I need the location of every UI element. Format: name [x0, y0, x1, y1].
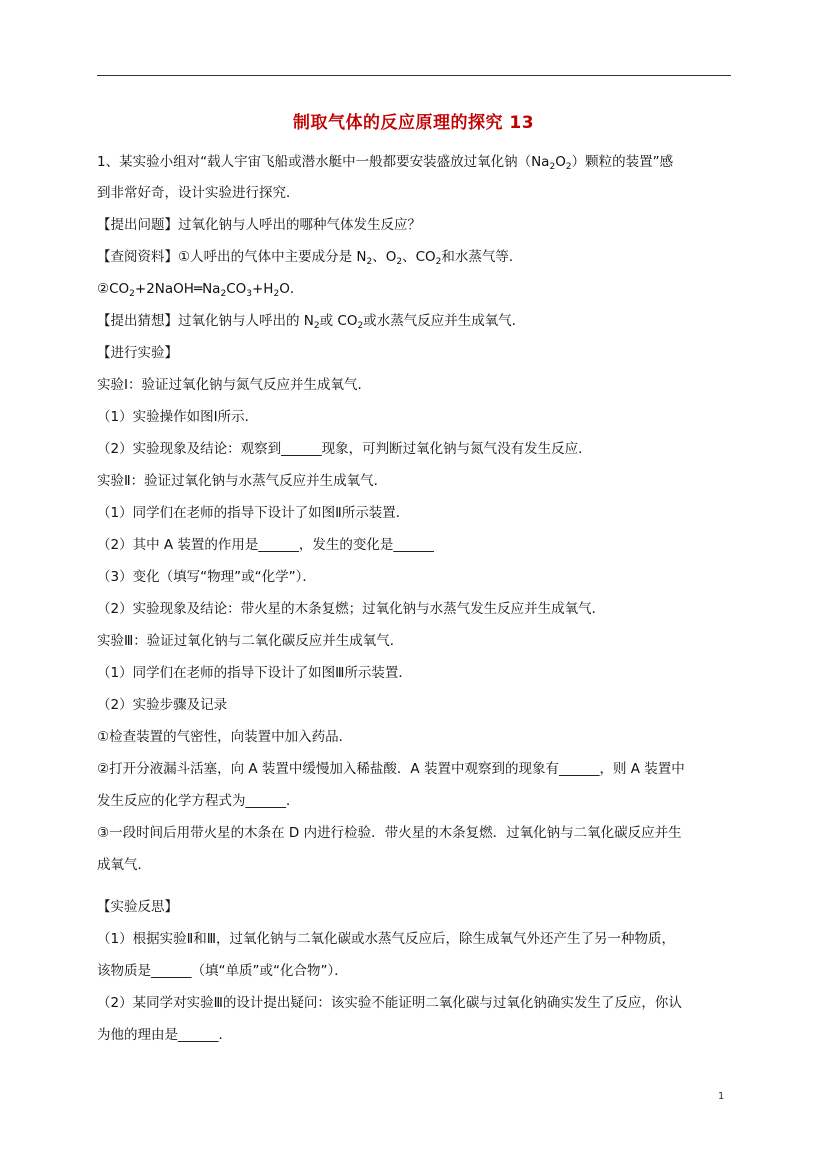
experiment-1-step-1: （1）实验操作如图Ⅰ所示． — [97, 409, 259, 425]
reflection-1-line2: 该物质是______（填“单质”或“化合物”）． — [97, 963, 348, 979]
page-title: 制取气体的反应原理的探究 13 — [292, 113, 535, 133]
experiment-header: 【进行实验】 — [97, 345, 178, 361]
reflection-2-line2: 为他的理由是______． — [97, 1027, 232, 1043]
experiment-2-step-1: （1）同学们在老师的指导下设计了如图Ⅱ所示装置． — [97, 505, 410, 521]
reflection-2-line1: （2）某同学对实验Ⅲ的设计提出疑问：该实验不能证明二氧化碳与过氧化钠确实发生了反应，你认 — [97, 995, 682, 1011]
reference-info-line2: $②CO_2+2NaOH═Na_2CO_3+H_2O$． — [97, 281, 304, 299]
experiment-1-step-2: （2）实验现象及结论：观察到______现象，可判断过氧化钠与氮气没有发生反应． — [97, 441, 592, 457]
page-number: 1 — [718, 1091, 725, 1102]
procedure-step-2-line1: ②打开分液漏斗活塞，向 A 装置中缓慢加入稀盐酸．A 装置中观察到的现象有______，则 A 装置中 — [97, 761, 685, 777]
reflection-header: 【实验反思】 — [97, 899, 178, 915]
experiment-3-title: 实验Ⅲ：验证过氧化钠与二氧化碳反应并生成氧气． — [97, 633, 404, 649]
experiment-3-step-2: （2）实验步骤及记录 — [97, 697, 228, 713]
question-intro-line2: 到非常好奇，设计实验进行探究． — [97, 185, 300, 201]
experiment-1-title: 实验Ⅰ：验证过氧化钠与氮气反应并生成氧气． — [97, 377, 371, 393]
experiment-2-step-3: （3）变化（填写“物理”或“化学”）． — [97, 569, 316, 585]
reflection-1-line1: （1）根据实验Ⅱ和Ⅲ，过氧化钠与二氧化碳或水蒸气反应后，除生成氧气外还产生了另一种物质， — [97, 931, 676, 947]
question-intro-line1: 1、某实验小组对“载人宇宙飞船或潜水艇中一般都要安装盛放过氧化钠$(Na_2O_2)$颗粒的装置”感 — [97, 154, 674, 172]
experiment-3-step-1: （1）同学们在老师的指导下设计了如图Ⅲ所示装置． — [97, 665, 412, 681]
experiment-2-title: 实验Ⅱ：验证过氧化钠与水蒸气反应并生成氧气． — [97, 473, 388, 489]
hypothesis: 【提出猜想】过氧化钠与人呼出的 $N_2$或 $CO_2$或水蒸气反应并生成氧气． — [97, 313, 526, 331]
procedure-step-3-line1: ③一段时间后用带火星的木条在 D 内进行检验．带火星的木条复燃．过氧化钠与二氧化碳反应并生 — [97, 825, 682, 841]
procedure-step-2-line2: 发生反应的化学方程式为______． — [97, 793, 300, 809]
header-rule — [97, 75, 731, 76]
raise-question: 【提出问题】过氧化钠与人呼出的哪种气体发生反应？ — [97, 217, 421, 233]
experiment-2-step-2: （2）其中 A 装置的作用是______，发生的变化是______ — [97, 537, 434, 553]
procedure-step-1: ①检查装置的气密性，向装置中加入药品． — [97, 729, 353, 745]
reference-info-line1: 【查阅资料】①人呼出的气体中主要成分是 $N_2$、$O_2$、$CO_2$和水蒸气等． — [97, 249, 523, 267]
procedure-step-3-line2: 成氧气． — [97, 857, 151, 873]
experiment-2-step-4: （2）实验现象及结论：带火星的木条复燃；过氧化钠与水蒸气发生反应并生成氧气． — [97, 601, 606, 617]
